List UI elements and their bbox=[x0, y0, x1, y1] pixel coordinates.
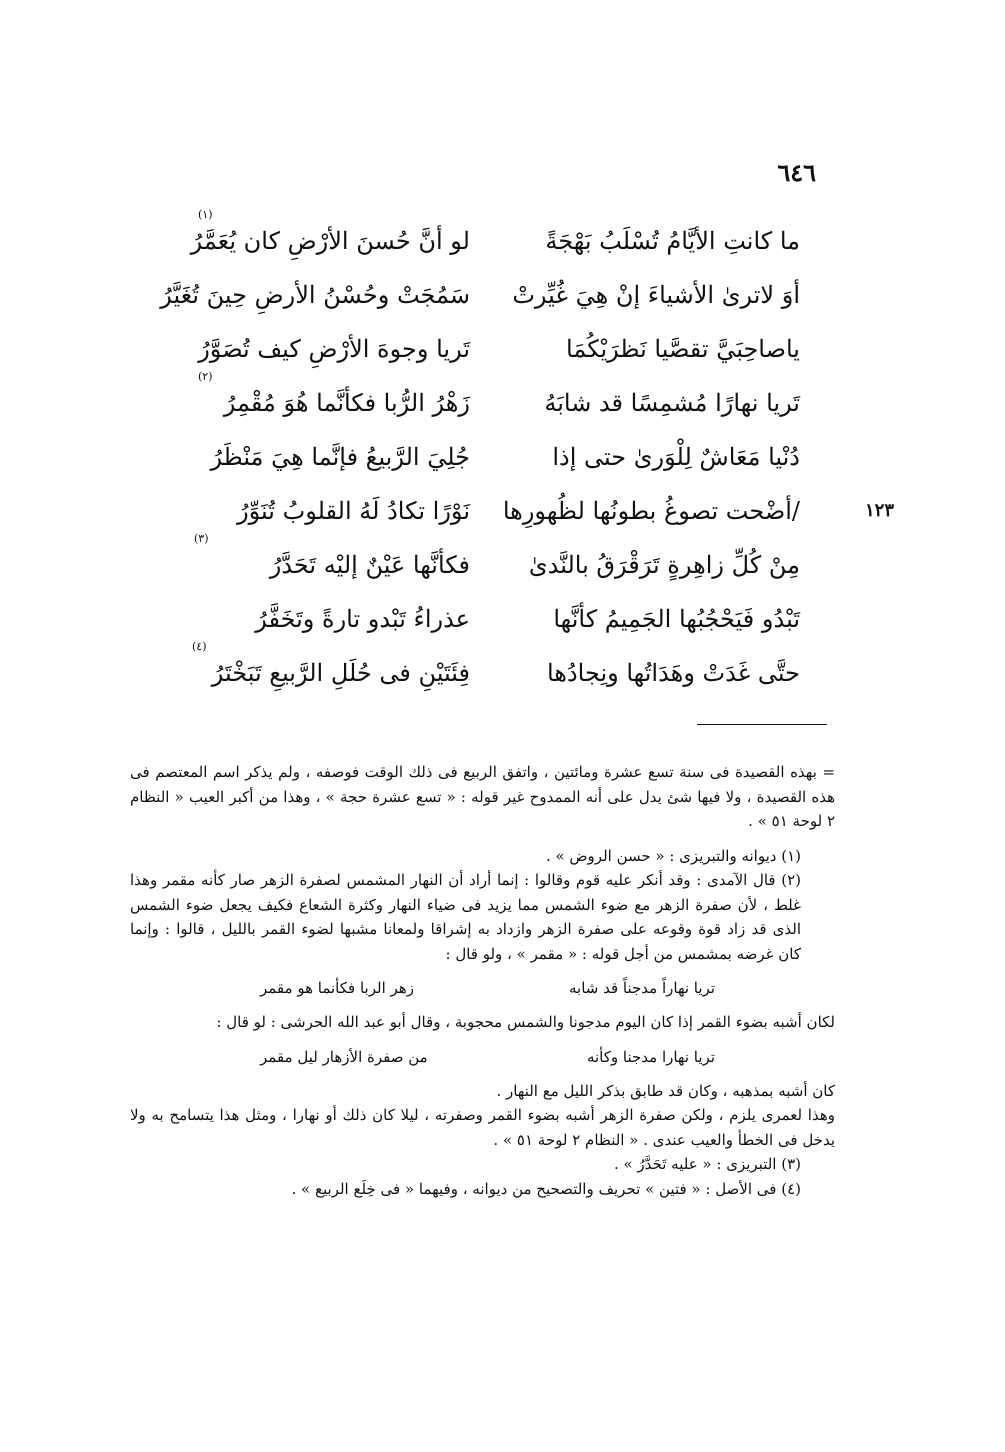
verse-first-hemistich: حتَّى غَدَتْ وهَدَاتُها ونِجادُها bbox=[546, 659, 800, 687]
verse-8 bbox=[170, 591, 800, 645]
verse-first-hemistich: ما كانتِ الأيَّامُ تُسْلَبُ بَهْجَةً bbox=[545, 227, 800, 255]
footnote-3: (٣) التبريزى : « عليه تَحَدَّرُ » . bbox=[613, 1155, 801, 1173]
verse-7 bbox=[170, 532, 800, 591]
footnote-marker: (٢) bbox=[198, 370, 213, 383]
footnotes bbox=[130, 760, 835, 1201]
verse-second-hemistich: جُلِيَ الرَّبيعُ فإنَّما هِيَ مَنْظَرُ bbox=[210, 443, 470, 471]
verse-first-hemistich: تَبْدُو فَيَحْجُبُها الجَمِيمُ كأنَّها bbox=[553, 605, 800, 633]
footnote-continuation: = بهذه القصيدة فى سنة تسع عشرة ومائتين ، واتفق الربيع فى ذلك الوقت فوصفه ، ولم يذكر اسم المعتصم فى هذه القصيدة ، ولا فيها شئ يدل على أنه الممدوح غير قوله : « تسع عشرة حجة » ، وهذا من أكبر العيب « النظام ٢ لوحة ٥١ » . bbox=[130, 763, 835, 830]
quoted-verse-1 bbox=[130, 970, 835, 1006]
verse-second-hemistich: فكأنَّها عَيْنٌ إليْه تَحَدَّرُ bbox=[269, 551, 470, 579]
verse-second-hemistich: عذراءُ تَبْدو تارةً وتَخَفَّرُ bbox=[255, 605, 470, 633]
verse-5 bbox=[170, 429, 800, 483]
verse-1 bbox=[170, 208, 800, 267]
page-number: ٦٤٦ bbox=[777, 158, 816, 187]
footnote-1: (١) ديوانه والتبريزى : « حسن الروض » . bbox=[545, 846, 801, 865]
footnote-marker: (٣) bbox=[194, 532, 209, 545]
quoted-first-hemistich: تريا نهارا مدجنا وكأنه bbox=[586, 1047, 715, 1066]
verse-first-hemistich: ياصاحِبَيَّ تقصَّيا نَظرَيْكُمَا bbox=[566, 335, 800, 363]
footnote-2-continued: لكان أشبه بضوء القمر إذا كان اليوم مدجونا والشمس محجوبة ، وقال أبو عبد الله الحرشى : لو قال : bbox=[216, 1013, 835, 1031]
verse-4 bbox=[170, 370, 800, 429]
verse-second-hemistich: زَهْرُ الرُّبا فكأنَّما هُوَ مُقْمِرُ bbox=[223, 389, 470, 417]
margin-verse-number: ١٢٣ bbox=[865, 500, 895, 521]
verse-first-hemistich: /أضْحت تصوغُ بطونُها لظُهورِها bbox=[502, 497, 800, 525]
verse-2 bbox=[160, 267, 800, 321]
verse-6 bbox=[170, 483, 800, 537]
verse-first-hemistich: أوَ لاترىٰ الأشياءَ إنْ هِيَ غُيِّرتْ bbox=[512, 281, 800, 309]
quoted-first-hemistich: تريا نهاراً مدجناً قد شابه bbox=[568, 979, 715, 997]
verse-second-hemistich: فِئَتَيْنِ فى حُلَلِ الرَّبيعِ تَبَخْتَرُ bbox=[211, 659, 470, 687]
footnote-2: (٢) قال الآمدى : وقد أنكر عليه قوم وقالوا : إنما أراد أن النهار المشمس لصفرة الزهر صار كأنه مقمر وهذا غلط ، لأن صفرة الزهر مع ضوء الشمس مما يزيد فى ضياء النهار وكثرة الشعاع فكيف يجعل ضوء الشمس الذى قد زاد قوة وقوعه على صفرة الزهر وازداد به إشراقا ولمعانا مشبها لضوء القمر بالليل ، قالوا : وإنما كان غرضه بمشمس من أجل قوله : « مقمر » ، ولو قال : bbox=[130, 871, 801, 963]
quoted-second-hemistich: زهر الربا فكأنما هو مقمر bbox=[260, 979, 414, 997]
footnote-2-continued-2: كان أشبه بمذهبه ، وكان قد طابق بذكر الليل مع النهار . bbox=[496, 1081, 835, 1100]
footnote-4: (٤) فى الأصل : « فتين » تحريف والتصحيح من ديوانه ، وفيهما « فى خِلَع الربيع » . bbox=[291, 1179, 801, 1198]
poem bbox=[160, 208, 800, 699]
footnote-marker: (١) bbox=[198, 208, 213, 221]
verse-second-hemistich: تَريا وجوهَ الأرْضِ كيف تُصَوَّرُ bbox=[198, 335, 470, 363]
footnote-separator bbox=[697, 724, 827, 725]
footnote-2-continued-3: وهذا لعمرى يلزم ، ولكن صفرة الزهر أشبه بضوء القمر وصفرته ، ليلا كان ذلك أو نهارا ، ومثل هذا يتسامح به ولا يدخل فى الخطأ والعيب عندى . « النظام ٢ لوحة ٥١ » . bbox=[130, 1106, 835, 1149]
verse-first-hemistich: تَريا نهارًا مُشمِسًا قد شابَهُ bbox=[544, 389, 800, 417]
verse-9 bbox=[170, 640, 800, 699]
verse-second-hemistich: سَمُجَتْ وحُسْنُ الأرضِ حِينَ تُغَيَّرُ bbox=[160, 281, 470, 309]
verse-first-hemistich: مِنْ كُلِّ زاهِرةٍ تَرَقْرَقُ بالنَّدىٰ bbox=[528, 551, 800, 579]
quoted-verse-2 bbox=[130, 1039, 835, 1075]
footnote-marker: (٤) bbox=[192, 640, 207, 653]
quoted-second-hemistich: من صفرة الأزهار ليل مقمر bbox=[260, 1047, 428, 1066]
verse-second-hemistich: لو أنَّ حُسنَ الأرْضِ كان يُعَمَّرُ bbox=[190, 227, 470, 255]
verse-3 bbox=[170, 321, 800, 375]
verse-second-hemistich: نَوْرًا تكادُ لَهُ القلوبُ تُنَوِّرُ bbox=[237, 497, 470, 525]
verse-first-hemistich: دُنْيا مَعَاشٌ لِلْوَرىٰ حتى إذا bbox=[552, 443, 800, 471]
